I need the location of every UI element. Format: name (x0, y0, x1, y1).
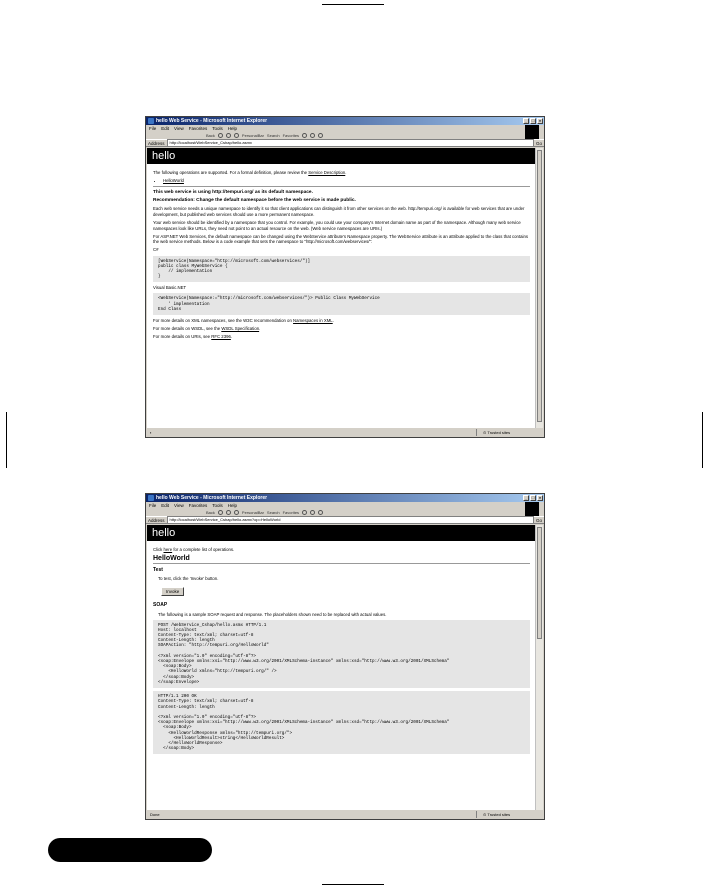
namespace-warning: This web service is using http://tempuri.org/ as its default namespace. (153, 190, 313, 196)
menu-tools[interactable]: Tools (212, 503, 223, 508)
soap-response-block: HTTP/1.1 200 OK Content-Type: text/xml; charset=utf-8 Content-Length: length <?xml version="1.0" encoding="utf-8"?> <soap:Envelope xmlns:xsi="http://www.w3.org/2001/XMLSchema-instance" xmlns:xsd="http://www.w3.org/2001/XMLSchema" <soap:Body> <HelloWorldResponse xmlns="http://tempuri.org/"> <HelloWorldResult>string</HelloWorldResult> </HelloWorldResponse> </soap:Body> (153, 691, 530, 754)
title-bar (146, 494, 544, 502)
status-text: Done (150, 812, 160, 817)
status-zone: Trusted sites (487, 812, 511, 817)
print-icon[interactable] (318, 510, 323, 515)
windows-logo-icon (525, 125, 539, 139)
title-bar (146, 117, 544, 125)
favorites-button[interactable]: Favorites (282, 510, 300, 515)
divider (153, 186, 530, 187)
stop-icon[interactable] (218, 510, 223, 515)
soap-request-block: POST /WebService_Cshap/hello.asmx HTTP/1.1 Host: localhost Content-Type: text/xml; charset=utf-8 Content-Length: length SOAPAction: "http://tempuri.org/HelloWorld" <?xml version="1.0" encoding="utf-8"?> <soap:Envelope xmlns:xsi="http://www.w3.org/2001/XMLSchema-instance" xmlns:xsd="http://www.w3.org/2001/XMLSchema" <soap:Body> <HelloWorld xmlns="http://tempuri.org/" /> </soap:Body> </soap:Envelope> (153, 620, 530, 688)
soap-description: The following is a sample SOAP request and response. The placeholders shown need to be replaced with actual values. (158, 611, 387, 617)
menu-bar (146, 125, 544, 132)
vb-label: Visual Basic.NET (153, 285, 187, 291)
mail-icon[interactable] (310, 133, 315, 138)
test-heading: Test (153, 566, 163, 573)
close-button[interactable]: × (538, 495, 542, 500)
more-xml-text: For more details on XML namespaces, see the W3C recommendation on (153, 318, 292, 324)
invoke-button[interactable]: Invoke (161, 587, 184, 597)
refresh-icon[interactable] (226, 133, 231, 138)
paragraph-1: Each web service needs a unique namespace to identify it so that client applications can distinguish it from other services on the web. http://tempuri.org/ is available for web services that are under development, but published web services should use a more permanent namespace. (153, 206, 525, 217)
right-margin-line (702, 412, 703, 468)
menu-bar (146, 502, 544, 509)
divider (153, 563, 530, 564)
cs-code-block: [WebService(Namespace="http://microsoft.com/webservices/")] public class MyWebService { // implementation } (153, 256, 530, 283)
click-post: for a complete list of operations. (173, 546, 235, 552)
personal-bar-button[interactable]: PersonalBar (241, 510, 264, 515)
print-icon[interactable] (318, 133, 323, 138)
back-button[interactable]: Back (206, 133, 215, 138)
address-input[interactable]: http://localhost/WebService_Cshap/hello.asmx (167, 139, 534, 147)
toolbar (146, 132, 544, 139)
search-button[interactable]: Search (266, 133, 280, 138)
address-bar (146, 139, 544, 147)
rfc-2396-link[interactable]: RFC 2396 (211, 334, 231, 340)
favorites-button[interactable]: Favorites (282, 133, 300, 138)
menu-edit[interactable]: Edit (161, 126, 170, 131)
trusted-sites-icon: ⊙ (483, 812, 487, 817)
go-button[interactable]: Go (535, 140, 542, 146)
menu-tools[interactable]: Tools (212, 126, 223, 131)
maximize-button[interactable]: □ (531, 495, 535, 500)
intro-text: The following operations are supported. For a formal definition, please review the (153, 169, 308, 175)
test-instructions: To test, click the 'Invoke' button. (158, 575, 219, 581)
back-button[interactable]: Back (206, 510, 215, 515)
operation-link-helloworld[interactable]: HelloWorld (163, 177, 184, 183)
page-tab-decoration (48, 838, 212, 862)
toolbar (146, 509, 544, 516)
menu-view[interactable]: View (174, 126, 184, 131)
window-title: hello Web Service - Microsoft Internet Explorer (156, 495, 268, 501)
mail-icon[interactable] (310, 510, 315, 515)
home-icon[interactable] (234, 133, 239, 138)
paragraph-3: For ASP.NET Web Services, the default namespace can be changed using the WebService attribute's Namespace property. The WebService attribute is an attribute applied to the class that contains the web service methods. Below is a code example that sets the namespace to "http://microsoft.com/webservices/": (153, 233, 529, 245)
wsdl-specification-link[interactable]: WSDL Specification (221, 326, 260, 332)
paragraph-2: Your web service should be identified by a namespace that you control. For example, you could use your company's Internet domain name as part of the namespace. Although many web service namespaces look like URLs, they need not point to an actual resource on the web. (Web service namespaces are URIs.) (153, 220, 521, 231)
vertical-scrollbar[interactable] (535, 525, 543, 810)
personal-bar-button[interactable]: PersonalBar (241, 133, 264, 138)
address-bar (146, 516, 544, 524)
bottom-rule (322, 884, 384, 885)
menu-view[interactable]: View (174, 503, 184, 508)
menu-favorites[interactable]: Favorites (188, 503, 208, 508)
top-rule (322, 4, 384, 5)
page-icon: ▪ (150, 430, 152, 435)
status-bar (147, 429, 543, 436)
browser-window-2 (145, 493, 545, 820)
menu-file[interactable]: File (149, 126, 157, 131)
maximize-button[interactable]: □ (531, 118, 535, 123)
ie-icon (148, 495, 154, 501)
address-label: Address (148, 517, 165, 523)
address-input[interactable]: http://localhost/WebService_Cshap/hello.asmx?op=HelloWorld (167, 516, 534, 524)
trusted-sites-icon: ⊙ (483, 430, 487, 435)
menu-help[interactable]: Help (227, 126, 238, 131)
page-content: hello The following operations are supported. For a formal definition, please review the Service Description. • HelloWorld This web service is using http://tempuri.org/ as its default namespace. Recommendation: Change the default namespace before the web service is made public. Each web service needs a unique namespace to identify it so that client applications can distinguish it from other services on the web. http://tempuri.org/ is available for web services that are under development, but published web services should use a more permanent namespace. Your web service should be identified by a namespace that you control. For example, you could use your company's Internet domain name as part of the namespace. Although many web service namespaces look like URLs, they need not point to an actual resource on the web. (Web service namespaces are URIs.) For ASP.NET Web Services, the default namespace can be changed using the WebService attribute's Namespace property. The WebService attribute is an attribute applied to the class that contains the web service methods. Below is a code example that sets the namespace to "http://microsoft.com/webservices/": C# [WebService(Namespace="http://microsoft.com/webservices/")] public class MyWebService { // implementation } Visual Basic.NET <WebService(Namespace:="http://microsoft.com/webservices/")> Public Class MyWebService ' implementation End Class For more details on XML namespaces, see the W3C recommendation on Namespaces in XML. For more details on WSDL, see the WSDL Specification. For more details on URIs, see RFC 2396. (147, 148, 536, 428)
menu-edit[interactable]: Edit (161, 503, 170, 508)
refresh-icon[interactable] (226, 510, 231, 515)
namespaces-in-xml-link[interactable]: Namespaces in XML (293, 318, 333, 324)
browser-window-1 (145, 116, 545, 438)
operations-list-link[interactable]: here (163, 546, 173, 552)
minimize-button[interactable]: _ (524, 118, 528, 123)
operation-title: HelloWorld (153, 555, 190, 563)
page-title: hello (147, 525, 536, 541)
vb-code-block: <WebService(Namespace:="http://microsoft.com/webservices/")> Public Class MyWebService ' implementation End Class (153, 293, 530, 315)
windows-logo-icon (525, 502, 539, 516)
menu-favorites[interactable]: Favorites (188, 126, 208, 131)
menu-file[interactable]: File (149, 503, 157, 508)
page-content (147, 525, 536, 810)
status-zone: Trusted sites (487, 430, 511, 435)
soap-heading: SOAP (153, 602, 168, 609)
close-button[interactable]: × (538, 118, 542, 123)
more-uri-text: For more details on URIs, see (153, 334, 211, 340)
cs-label: C# (153, 247, 159, 253)
home-icon[interactable] (234, 510, 239, 515)
history-icon[interactable] (302, 510, 307, 515)
service-description-link[interactable]: Service Description (308, 169, 346, 175)
vertical-scrollbar[interactable] (535, 148, 543, 428)
namespace-recommendation: Recommendation: Change the default namespace before the web service is made public. (153, 198, 356, 204)
minimize-button[interactable]: _ (524, 495, 528, 500)
search-button[interactable]: Search (266, 510, 280, 515)
click-pre: Click (153, 546, 163, 552)
stop-icon[interactable] (218, 133, 223, 138)
page-title: hello (147, 148, 536, 164)
ie-icon (148, 118, 154, 124)
address-label: Address (148, 140, 165, 146)
status-bar (147, 811, 543, 818)
history-icon[interactable] (302, 133, 307, 138)
menu-help[interactable]: Help (227, 503, 238, 508)
window-title: hello Web Service - Microsoft Internet Explorer (156, 118, 268, 124)
more-wsdl-text: For more details on WSDL, see the (153, 326, 221, 332)
go-button[interactable]: Go (535, 517, 542, 523)
left-margin-line (6, 412, 7, 468)
